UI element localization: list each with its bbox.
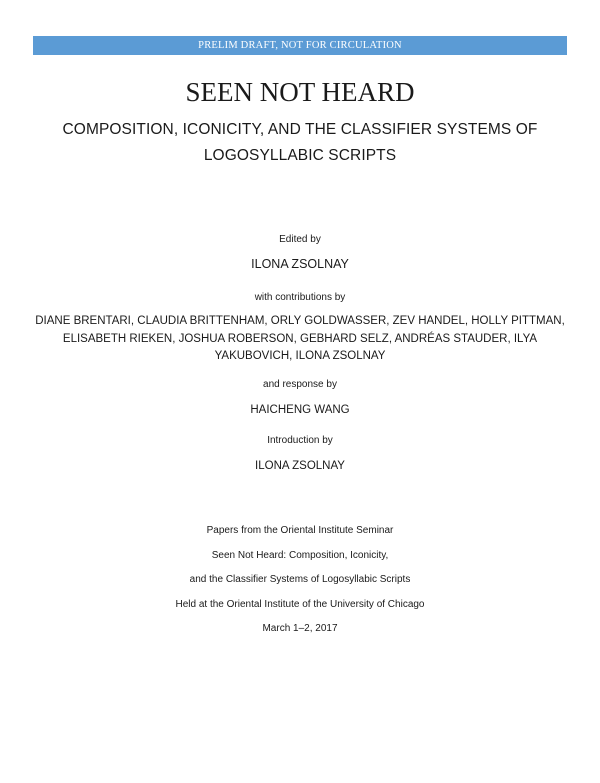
papers-line: Papers from the Oriental Institute Seminar xyxy=(206,525,394,536)
papers-date: March 1–2, 2017 xyxy=(262,623,338,634)
book-title: SEEN NOT HEARD xyxy=(185,77,415,107)
papers-line: and the Classifier Systems of Logosyllabic Scripts xyxy=(189,574,411,585)
book-subtitle: COMPOSITION, ICONICITY, AND THE CLASSIFIER SYSTEMS OF LOGOSYLLABIC SCRIPTS xyxy=(62,121,538,164)
response-label: and response by xyxy=(263,379,337,390)
introducer-name: ILONA ZSOLNAY xyxy=(255,460,345,472)
papers-block xyxy=(0,519,600,642)
draft-banner: PRELIM DRAFT, NOT FOR CIRCULATION xyxy=(33,36,567,55)
respondent-name: HAICHENG WANG xyxy=(250,404,350,416)
papers-line: Seen Not Heard: Composition, Iconicity, xyxy=(211,549,389,561)
contributions-label: with contributions by xyxy=(254,292,346,303)
contributors-block xyxy=(30,313,570,366)
contributors-line: DIANE BRENTARI, CLAUDIA BRITTENHAM, ORLY GOLDWASSER, ZEV HANDEL, HOLLY PITTMAN, xyxy=(35,315,565,327)
editor-name: ILONA ZSOLNAY xyxy=(251,257,349,271)
edited-by-label: Edited by xyxy=(279,234,321,245)
papers-line: Held at the Oriental Institute of the University of Chicago xyxy=(175,598,425,610)
contributors-line: YAKUBOVICH, ILONA ZSOLNAY xyxy=(214,350,386,362)
introduction-label: Introduction by xyxy=(267,435,333,446)
contributors-line: ELISABETH RIEKEN, JOSHUA ROBERSON, GEBHARD SELZ, ANDRÉAS STAUDER, ILYA xyxy=(62,332,538,345)
